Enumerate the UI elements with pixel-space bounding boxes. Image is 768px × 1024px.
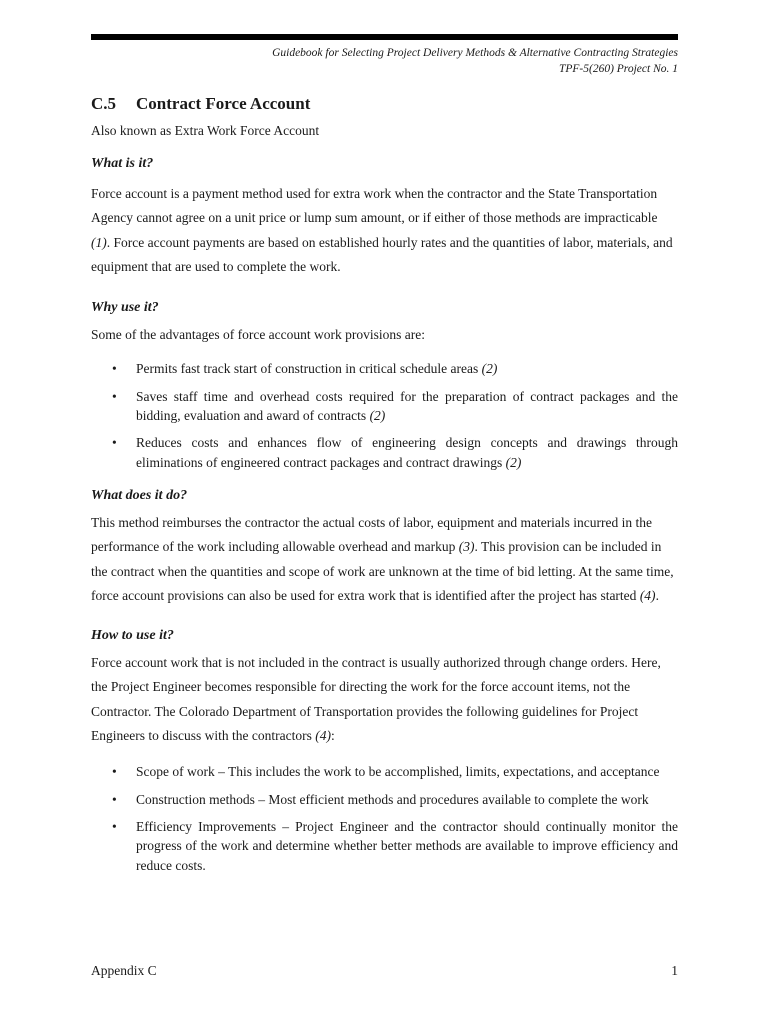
running-header-title: Guidebook for Selecting Project Delivery Methods & Alternative Contracting Strategies <box>272 47 678 59</box>
header-rule <box>91 34 678 40</box>
heading-what-does-it-do: What does it do? <box>91 487 188 503</box>
list-item: • Saves staff time and overhead costs required for the preparation of contract packages and the bidding, evaluation and award of contracts (2) <box>112 388 678 424</box>
citation: (4) <box>315 728 331 744</box>
guidelines-list <box>91 762 678 874</box>
citation: (2) <box>481 361 498 377</box>
citation: (2) <box>369 408 386 424</box>
paragraph-why-use-it: Some of the advantages of force account work provisions are: <box>91 327 426 343</box>
paragraph-what-is-it: Force account is a payment method used for extra work when the contractor and the State Transportation Agency cannot agree on a unit price or lump sum amount, or if either of those methods are impracticable (1). Force account payments are based on established hourly rates and the quantities of labor, materials, and equipment that are used to complete the work. <box>91 186 673 274</box>
heading-how-to-use-it: How to use it? <box>91 628 174 644</box>
heading-why-use-it: Why use it? <box>91 300 159 316</box>
bullet-icon: • <box>112 818 117 834</box>
citation: (4) <box>639 587 656 603</box>
section-title: Contract Force Account <box>136 94 311 113</box>
list-item: • Reduces costs and enhances flow of engineering design concepts and drawings through eliminations of engineered contract packages and contract drawings (2) <box>112 435 678 470</box>
running-header-project: TPF-5(260) Project No. 1 <box>558 63 678 75</box>
list-item: • Construction methods – Most efficient methods and procedures available to complete the work <box>91 790 678 809</box>
citation: (3) <box>458 539 475 555</box>
bullet-icon: • <box>112 361 117 377</box>
section-number: C.5 <box>91 94 117 113</box>
section-heading <box>91 92 678 119</box>
list-item: • Permits fast track start of construction in critical schedule areas (2) <box>91 359 678 378</box>
bullet-icon: • <box>112 791 117 807</box>
list-item: • Scope of work – This includes the work to be accomplished, limits, expectations, and acceptance <box>91 762 678 781</box>
paragraph-how-to-use-it: Force account work that is not included in the contract is usually authorized through change orders. Here, the Project Engineer becomes responsible for directing the work for the force account items, not the Contractor. The Colorado Department of Transportation provides the following guidelines for Project Engineers to discuss with the contractors (4): <box>91 655 661 744</box>
footer-appendix: Appendix C <box>91 963 157 978</box>
page-number: 1 <box>671 963 678 978</box>
paragraph-what-does-it-do: This method reimburses the contractor the actual costs of labor, equipment and materials incurred in the performance of the work including allowable overhead and markup (3). This provision can be included in the contract when the quantities and scope of work are unknown at the time of bid letting. At the same time, force account provisions can also be used for extra work that is identified after the project has started (4). <box>91 514 674 603</box>
citation: (2) <box>505 454 522 470</box>
heading-what-is-it: What is it? <box>91 156 154 171</box>
main-content <box>91 92 678 875</box>
bullet-icon: • <box>112 764 117 780</box>
bullet-icon: • <box>112 388 117 404</box>
citation: (1) <box>91 234 107 250</box>
also-known-as: Also known as Extra Work Force Account <box>91 123 320 138</box>
advantages-list <box>91 359 678 471</box>
list-item: • Efficiency Improvements – Project Engineer and the contractor should continually monitor the progress of the work and determine whether better methods are available to improve efficiency and reduce costs. <box>112 818 678 873</box>
bullet-icon: • <box>112 435 117 451</box>
